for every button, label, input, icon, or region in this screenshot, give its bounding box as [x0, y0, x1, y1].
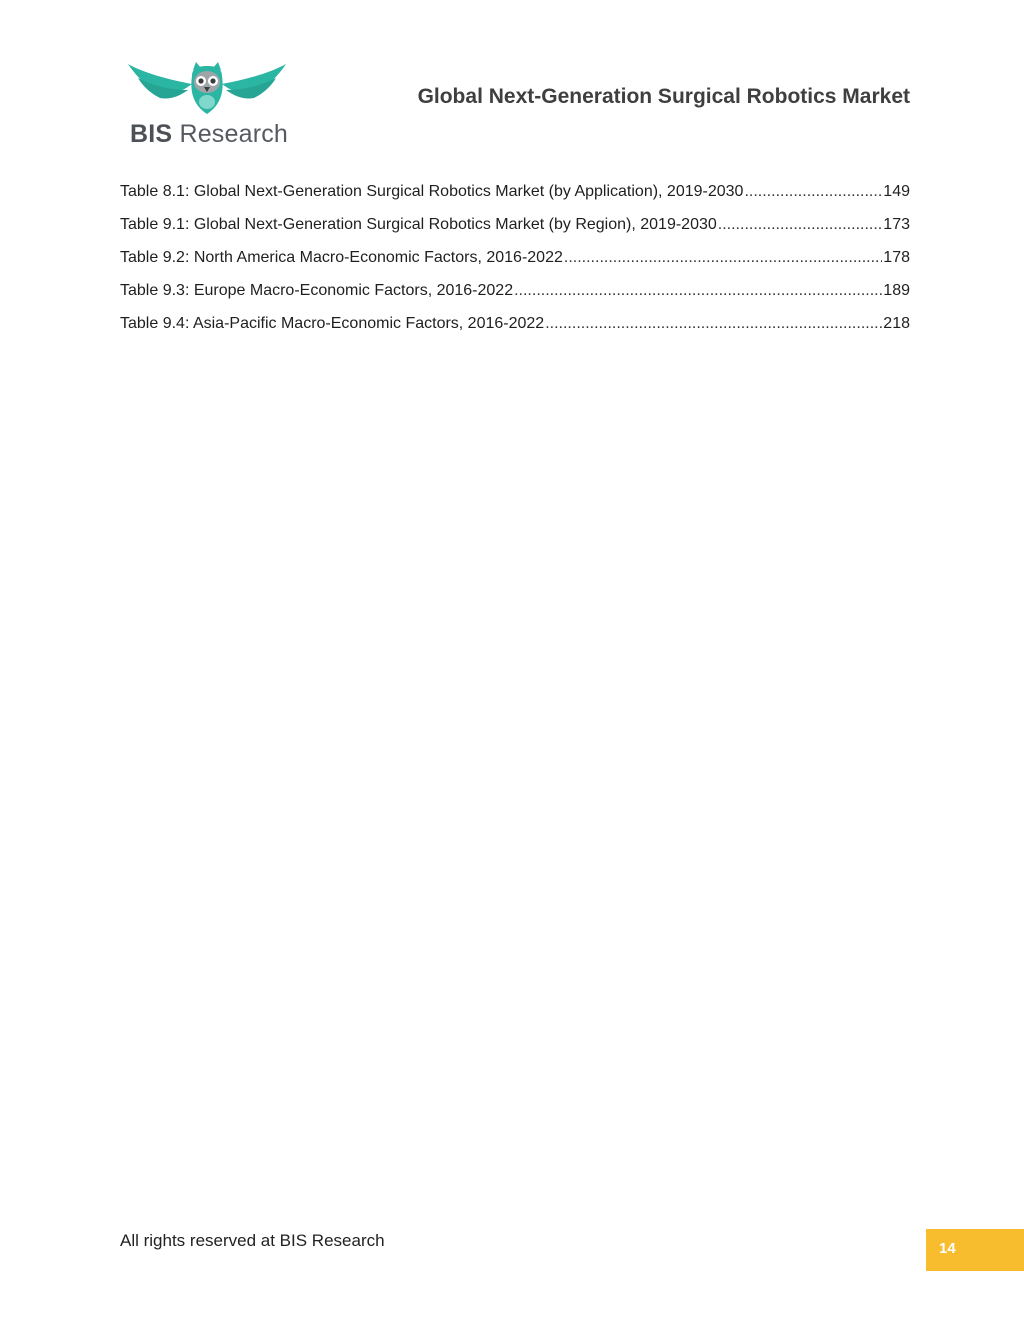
- toc-entry-page: 173: [883, 216, 910, 233]
- footer-copyright: All rights reserved at BIS Research: [120, 1231, 385, 1250]
- toc-leader-dots: [514, 280, 882, 302]
- toc-entry-page: 178: [883, 249, 910, 266]
- page-number: 14: [939, 1240, 956, 1257]
- toc-entry-label: Table 9.3: Europe Macro-Economic Factors, 2016-2022: [120, 282, 514, 299]
- document-title: Global Next-Generation Surgical Robotics Market: [417, 85, 910, 108]
- toc-leader-dots: [545, 313, 882, 335]
- toc-entry-label: Table 9.2: North America Macro-Economic Factors, 2016-2022: [120, 249, 563, 266]
- table-of-contents: [120, 181, 910, 346]
- toc-entry[interactable]: [120, 313, 910, 346]
- toc-entry-label: Table 9.1: Global Next-Generation Surgical Robotics Market (by Region), 2019-2030: [120, 216, 717, 233]
- toc-entry-page: 218: [883, 315, 910, 332]
- toc-leader-dots: [718, 214, 883, 236]
- toc-leader-dots: [744, 181, 882, 203]
- logo-wordmark: [130, 119, 288, 149]
- page-number-badge: [926, 1229, 1024, 1271]
- logo-brand-bold: BIS: [130, 120, 173, 148]
- toc-entry[interactable]: [120, 247, 910, 280]
- toc-entry[interactable]: [120, 280, 910, 313]
- toc-entry-page: 189: [883, 282, 910, 299]
- toc-leader-dots: [564, 247, 882, 269]
- toc-entry[interactable]: [120, 181, 910, 214]
- logo-brand-light: Research: [179, 120, 289, 148]
- toc-entry-page: 149: [883, 183, 910, 200]
- toc-entry[interactable]: [120, 214, 910, 247]
- bis-research-logo: [126, 60, 288, 152]
- toc-entry-label: Table 9.4: Asia-Pacific Macro-Economic Factors, 2016-2022: [120, 315, 545, 332]
- toc-entry-label: Table 8.1: Global Next-Generation Surgical Robotics Market (by Application), 2019-2030: [120, 183, 744, 200]
- owl-logo-icon: [126, 60, 288, 120]
